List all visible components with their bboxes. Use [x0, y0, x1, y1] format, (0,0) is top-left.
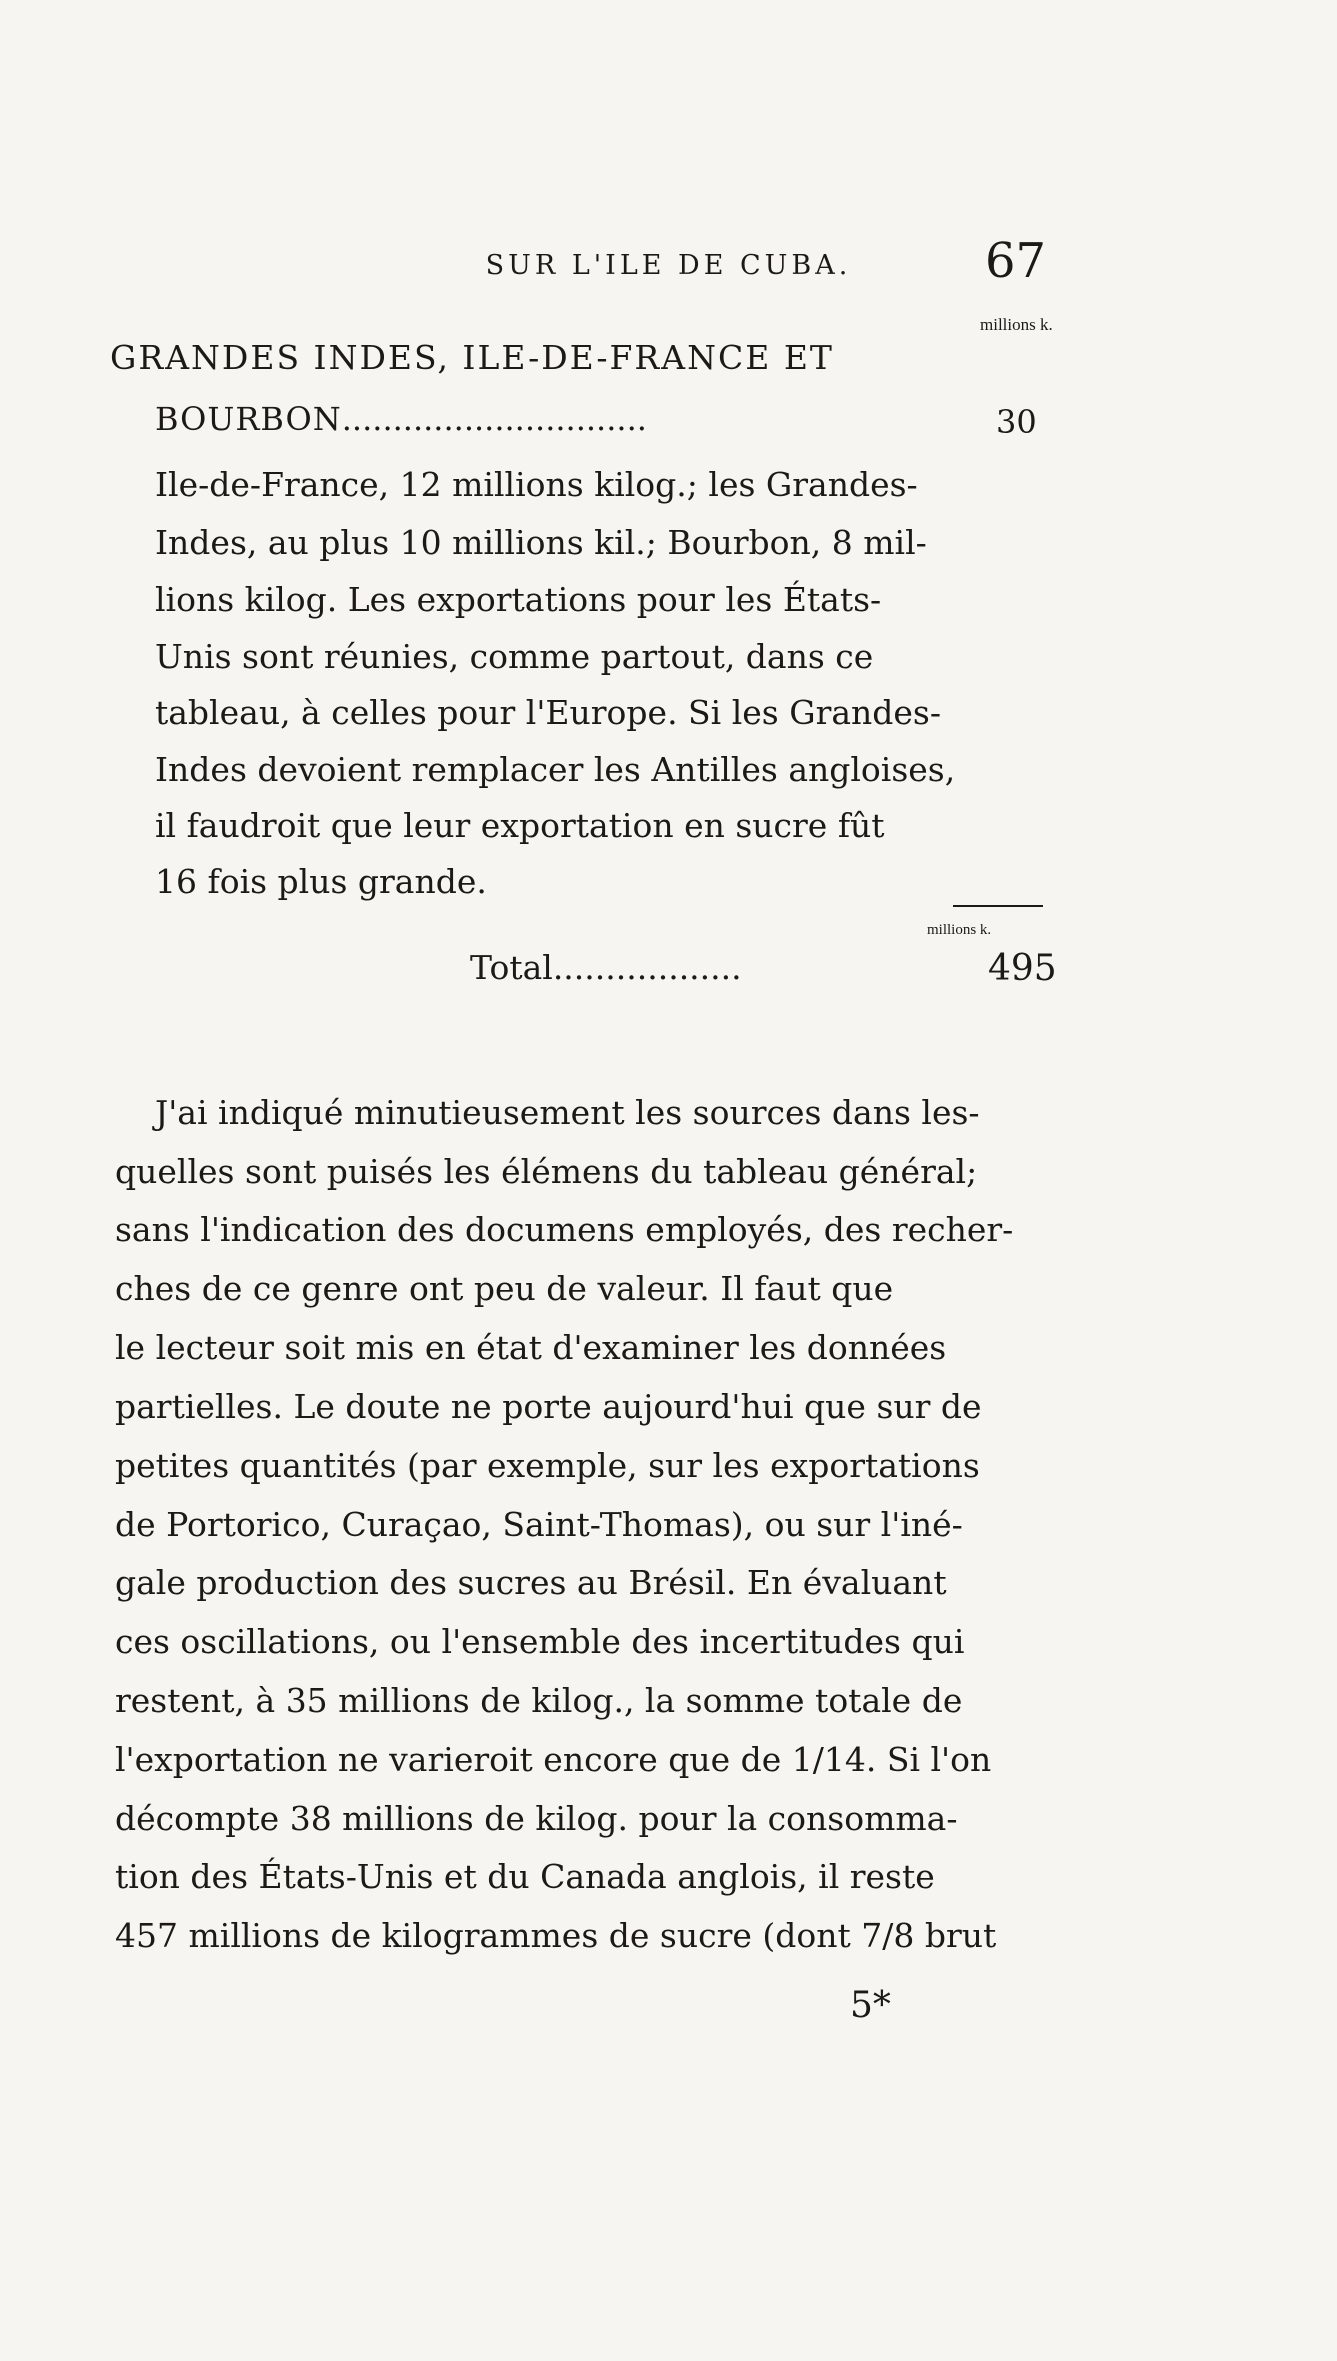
body-line: petites quantités (par exemple, sur les exportations [115, 1446, 980, 1485]
entry-label: BOURBON [155, 400, 342, 438]
body-line: partielles. Le doute ne porte aujourd'hui que sur de [115, 1387, 982, 1426]
entry-leader-line [155, 400, 1045, 438]
total-line [470, 948, 742, 987]
body-line: le lecteur soit mis en état d'examiner les données [115, 1328, 947, 1367]
entry-detail-line: Unis sont réunies, comme partout, dans ce [155, 637, 874, 676]
entry-leaders: .............................. [341, 400, 647, 438]
body-line: J'ai indiqué minutieusement les sources dans les- [155, 1093, 980, 1132]
page-number: 67 [985, 233, 1047, 289]
body-line: l'exportation ne varieroit encore que de 1/14. Si l'on [115, 1740, 992, 1779]
signature-mark: 5* [850, 1985, 891, 2026]
body-line: quelles sont puisés les élémens du tableau général; [115, 1152, 978, 1191]
entry-detail-line: 16 fois plus grande. [155, 862, 487, 901]
entry-detail-line: tableau, à celles pour l'Europe. Si les Grandes- [155, 693, 942, 732]
total-value: 495 [988, 948, 1057, 989]
running-title: SUR L'ILE DE CUBA. [485, 250, 852, 281]
total-label: Total [470, 948, 553, 987]
body-line: tion des États-Unis et du Canada anglois, il reste [115, 1857, 935, 1896]
entry-detail-line: Ile-de-France, 12 millions kilog.; les Grandes- [155, 465, 918, 504]
body-line: sans l'indication des documens employés, des recher- [115, 1210, 1014, 1249]
body-line: gale production des sucres au Brésil. En évaluant [115, 1563, 947, 1602]
entry-title: GRANDES INDES, ILE-DE-FRANCE ET [110, 338, 834, 377]
entry-value: 30 [996, 403, 1037, 441]
total-units-label: millions k. [927, 922, 992, 938]
units-label: millions k. [980, 315, 1053, 334]
body-line: décompte 38 millions de kilog. pour la consomma- [115, 1799, 958, 1838]
body-line: ces oscillations, ou l'ensemble des incertitudes qui [115, 1622, 965, 1661]
entry-detail-line: Indes, au plus 10 millions kil.; Bourbon, 8 mil- [155, 523, 927, 562]
entry-detail-line: il faudroit que leur exportation en sucre fût [155, 806, 885, 845]
entry-detail-line: Indes devoient remplacer les Antilles angloises, [155, 750, 956, 789]
total-rule [953, 905, 1043, 907]
entry-detail-line: lions kilog. Les exportations pour les États- [155, 580, 882, 619]
total-leaders: .................. [552, 948, 742, 987]
body-line: 457 millions de kilogrammes de sucre (dont 7/8 brut [115, 1916, 997, 1955]
body-line: restent, à 35 millions de kilog., la somme totale de [115, 1681, 963, 1720]
body-line: ches de ce genre ont peu de valeur. Il faut que [115, 1269, 894, 1308]
body-line: de Portorico, Curaçao, Saint-Thomas), ou sur l'iné- [115, 1505, 963, 1544]
